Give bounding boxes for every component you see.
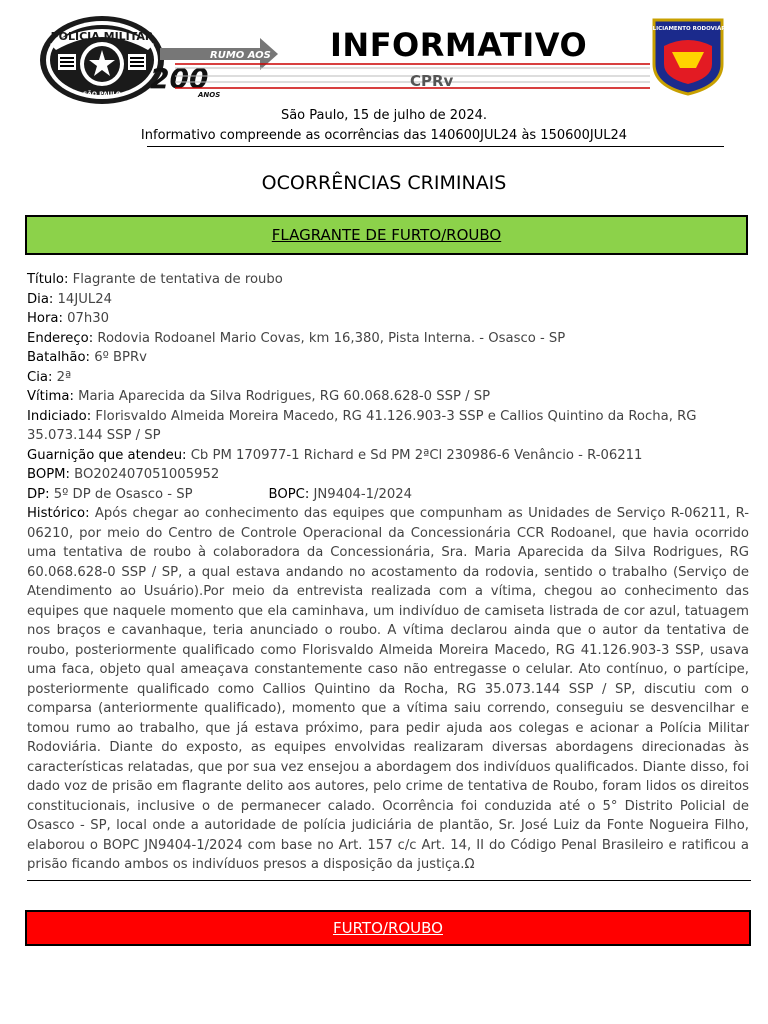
batalhao-value: 6º BPRv [94,350,147,365]
field-cia [27,368,749,388]
dp-value: 5º DP de Osasco - SP [53,486,193,502]
vitima-label: Vítima: [27,389,74,404]
field-batalhao [27,348,749,368]
bopm-value: BO202407051005952 [74,467,220,482]
batalhao-label: Batalhão: [27,350,90,365]
header-divider [147,146,724,147]
bopc-label: BOPC: [268,486,310,502]
endereco-label: Endereço: [27,330,94,346]
badge-text: POLICIAMENTO RODOVIÁRIO [643,26,733,32]
rumo-number: 200 [150,62,209,95]
logo-subtext: SÃO PAULO [82,91,122,98]
field-historico [27,504,749,875]
titulo-value: Flagrante de tentativa de roubo [72,272,283,287]
field-bopm [27,465,749,485]
flagrante-section-header [25,215,748,255]
rumo-suffix: ANOS [198,91,221,99]
dp-label: DP: [27,486,50,502]
dia-value: 14JUL24 [57,291,112,307]
guarnicao-value: Cb PM 170977-1 Richard e Sd PM 2ªCl 230986-6 Venâncio - R-06211 [190,447,643,463]
historico-label: Histórico: [27,506,90,521]
section-divider [27,880,751,881]
guarnicao-label: Guarnição que atendeu: [27,447,187,463]
vitima-value: Maria Aparecida da Silva Rodrigues, RG 60.068.628-0 SSP / SP [78,389,491,404]
field-titulo [27,270,749,290]
furto-roubo-section-label: FURTO/ROUBO [332,919,443,937]
header-subtitle: CPRv [410,72,454,90]
field-guarnicao [27,446,749,466]
occurrence-details [27,270,749,875]
rumo-text: RUMO AOS [210,50,271,61]
policia-militar-logo [38,14,166,106]
indiciado-label: Indiciado: [27,408,92,424]
date-line: São Paulo, 15 de julho de 2024. [280,108,488,123]
field-dia [27,290,749,310]
policiamento-rodoviario-badge [643,16,733,96]
field-hora [27,309,749,329]
cia-value: 2ª [56,369,72,385]
hora-value: 07h30 [67,311,110,326]
field-vitima [27,387,749,407]
cia-label: Cia: [27,369,53,385]
indiciado-value: Florisvaldo Almeida Moreira Macedo, RG 41.126.903-3 SSP e Callios Quintino da Rocha, RG 35.073.144 SSP / SP [27,408,697,443]
endereco-value: Rodovia Rodoanel Mario Covas, km 16,380, Pista Interna. - Osasco - SP [97,330,566,346]
dia-label: Dia: [27,291,54,307]
logo-text: POLÍCIA MILITAR [50,30,154,43]
bopm-label: BOPM: [27,467,70,482]
field-endereco [27,329,749,349]
header-title: INFORMATIVO [330,26,588,64]
furto-roubo-section-header [25,910,751,946]
bopc-value: JN9404-1/2024 [313,486,413,502]
field-indiciado [27,407,749,446]
flagrante-section-label: FLAGRANTE DE FURTO/ROUBO [271,226,502,244]
hora-label: Hora: [27,311,63,326]
titulo-label: Título: [27,272,69,287]
section-title: OCORRÊNCIAS CRIMINAIS [261,172,507,194]
range-line: Informativo compreende as ocorrências das 140600JUL24 às 150600JUL24 [140,128,628,143]
field-dp-bopc [27,485,749,505]
historico-value: Após chegar ao conhecimento das equipes que compunham as Unidades de Serviço R-06211, R-06210, por meio do Centro de Controle Operacional da Concessionária CCR Rodoanel, que havia ocorrido uma tentativa de roubo à colaboradora da Concessionária, Sra. Maria Aparecida da Silva Rodrigues, RG 60.068.628-0 SSP / SP, a qual estava andando no acostamento da rodovia, sentido o trabalho (Serviço de Atendimento ao Usuário).Por meio da entrevista realizada com a vítima, chegou ao conhecimento das equipes que naquele momento que ela caminhava, um indivíduo de camiseta listrada de cor azul, tatuagem nos braços e cavanhaque, teria anunciado o roubo. A vítima declarou ainda que o autor da tentativa de roubo, posteriormente qualificado como Florisvaldo Almeida Moreira Macedo, RG 41.126.903-3 SSP, usava uma faca, objeto qual ameaçava constantemente caso não entregasse o celular. Ato contínuo, o partícipe, posteriormente qualificado como Callios Quintino da Rocha, RG 35.073.144 SSP / SP, discutiu com o comparsa (anteriormente qualificado), momento que a vítima saiu correndo, conseguiu se desvencilhar e tomou rumo ao trabalho, que já estava próximo, para pedir ajuda aos colegas e acionar a Polícia Militar Rodoviária. Diante do exposto, as equipes envolvidas realizaram diversas abordagens direcionadas às características relatadas, que por sua vez ensejou a abordagem dos indivíduos qualificados. Diante disso, foi dado voz de prisão em flagrante delito aos autores, pelo crime de tentativa de Roubo, foram lidos os direitos constitucionais, inclusive o de permanecer calado. Ocorrência foi conduzida até o 5° Distrito Policial de Osasco - SP, local onde a autoridade de polícia judiciária de plantão, Sr. José Luiz da Fonte Nogueira Filho, elaborou o BOPC JN9404-1/2024 com base no Art. 157 c/c Art. 14, II do Código Penal Brasileiro e ratificou a prisão ficando ambos os indivíduos presos a disposição da justiça.Ω [27,506,749,872]
